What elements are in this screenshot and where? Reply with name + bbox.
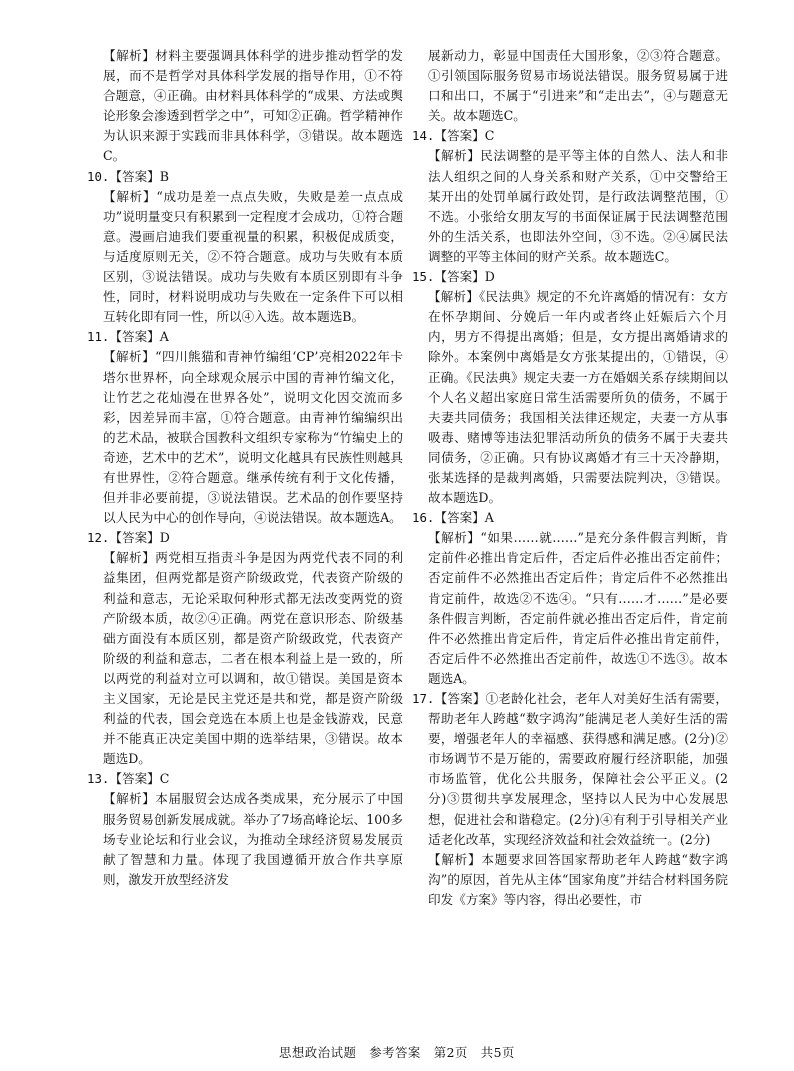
q13-number: 13. (87, 771, 110, 787)
q10-number: 10. (87, 168, 110, 184)
q9-explanation-continued: 【解析】材料主要强调具体科学的进步推动哲学的发展，而不是哲学对具体科学发展的指导作用，①不符合题意，④正确。由材料具体科学的“成果、方法或舆论形象会渗透到哲学之中”，可知②正确。哲学精神作为认识来源于实践而非具体科学，③错误。故本题选C。 (103, 48, 403, 164)
q11-answer: 【答案】A (109, 329, 169, 345)
question-17 (412, 689, 728, 910)
q11-answer-line (87, 327, 403, 347)
q15-answer-line (412, 267, 728, 287)
q16-number: 16. (412, 510, 435, 526)
q16-answer-line (412, 508, 728, 528)
q15-answer: 【答案】D (434, 269, 495, 285)
q12-answer: 【答案】D (109, 530, 170, 546)
q16-explanation: 【解析】“如果……就……”是充分条件假言判断，肯定前件必推出肯定后件，否定后件必推出否定前件；否定前件不必然推出否定后件；肯定后件不必然推出肯定前件，故选②不选④。“只有……才……”是必要条件假言判断，否定前件就必推出否定后件，肯定前件不必然推出肯定后件，肯定后件必推出肯定前件，否定后件不必然推出否定前件，故选①不选③。故本题选A。 (428, 530, 728, 686)
q17-explanation: 【解析】本题要求回答国家帮助老年人跨越“数字鸿沟”的原因，首先从主体“国家角度”并结合材料国务院印发《方案》等内容，得出必要性，市 (428, 851, 728, 907)
question-12 (87, 528, 403, 769)
right-column (412, 46, 728, 910)
q14-explanation: 【解析】民法调整的是平等主体的自然人、法人和非法人组织之间的人身关系和财产关系，①中交警给王某开出的处罚单属行政处罚，是行政法调整范围，①不选。小张给女朋友写的书面保证属于民法调整范围外的生活关系，也即法外空间，③不选。②④属民法调整的平等主体间的财产关系。故本题选C。 (428, 148, 728, 264)
q13-explanation-continued: 展新动力，彰显中国责任大国形象，②③符合题意。①引领国际服务贸易市场说法错误。服务贸易属于进口和出口，不属于“引进来”和“走出去”，④与题意无关。故本题选C。 (428, 48, 728, 124)
q13-explanation: 【解析】本届服贸会达成各类成果，充分展示了中国服务贸易创新发展成就。举办了7场高峰论坛、100多场专业论坛和行业会议，为推动全球经济贸易发展贡献了智慧和力量。体现了我国遵循开放合作共享原则，激发开放型经济发 (103, 791, 403, 887)
question-15 (412, 267, 728, 508)
q14-answer-line (412, 126, 728, 146)
q17-number: 17. (412, 691, 435, 706)
q12-explanation: 【解析】两党相互指责斗争是因为两党代表不同的利益集团，但两党都是资产阶级政党，代表资产阶级的利益和意志，无论采取何种形式都无法改变两党的资产阶级本质，故②④正确。两党在意识形态、阶级基础方面没有本质区别，都是资产阶级政党，代表资产阶级的利益和意志，二者在根本利益上是一致的，所以两党的利益对立可以调和，故①错误。美国是资本主义国家，无论是民主党还是共和党，都是资产阶级利益的代表，国会竞选在本质上也是金钱游戏，民意并不能真正决定美国中期的选举结果，③错误。故本题选D。 (103, 550, 403, 767)
q15-explanation: 【解析】《民法典》规定的不允许离婚的情况有：女方在怀孕期间、分娩后一年内或者终止妊娠后六个月内，男方不得提出离婚；但是，女方提出离婚请求的除外。本案例中离婚是女方张某提出的，①错误，④正确。《民法典》规定夫妻一方在婚姻关系存续期间以个人名义超出家庭日常生活需要所负的债务，不属于夫妻共同债务；我国相关法律还规定，夫妻一方从事吸毒、赌博等违法犯罪活动所负的债务不属于夫妻共同债务，②正确。只有协议离婚才有三十天冷静期，张某选择的是裁判离婚，只需要法院判决，③错误。故本题选D。 (428, 289, 728, 506)
question-10 (87, 167, 403, 328)
q10-answer-line (87, 167, 403, 187)
question-13 (87, 769, 403, 890)
q11-number: 11. (87, 329, 110, 345)
q10-explanation: 【解析】“成功是差一点点失败，失败是差一点点成功”说明量变只有积累到一定程度才会成功，①符合题意。漫画启迪我们要重视量的积累，积极促成质变，与适度原则无关，②不符合题意。成功与失败有本质区别，③说法错误。成功与失败有本质区别即有斗争性，同时，材料说明成功与失败在一定条件下可以相互转化即有同一性，所以④入选。故本题选B。 (103, 188, 403, 325)
q12-answer-line (87, 528, 403, 548)
q12-number: 12. (87, 530, 110, 546)
q17-answer: 【答案】①老龄化社会，老年人对美好生活有需要，帮助老年人跨越“数字鸿沟”能满足老人美好生活的需要，增强老年人的幸福感、获得感和满足感。(2分)②市场调节不是万能的，需要政府履行经济职能，加强市场监管，优化公共服务，保障社会公平正义。(2分)③贯彻共享发展理念，坚持以人民为中心发展思想，促进社会和谐稳定。(2分)④有利于引导相关产业适老化改革，实现经济效益和社会效益统一。(2分) (428, 691, 728, 847)
question-14 (412, 126, 728, 267)
left-column (87, 46, 403, 890)
q14-number: 14. (412, 128, 435, 144)
q13-answer: 【答案】C (109, 771, 170, 787)
q15-number: 15. (412, 269, 435, 285)
q13-answer-line (87, 769, 403, 789)
q10-answer: 【答案】B (109, 168, 170, 184)
q14-answer: 【答案】C (434, 128, 495, 144)
page-footer: 思想政治试题 参考答案 第2页 共5页 (279, 1045, 515, 1060)
q17-answer-line (412, 689, 728, 850)
question-11 (87, 327, 403, 528)
q16-answer: 【答案】A (434, 510, 494, 526)
question-16 (412, 508, 728, 689)
q11-explanation: 【解析】“四川熊猫和青神竹编组‘CP’亮相2022年卡塔尔世界杯，向全球观众展示中国的青神竹编文化，让竹艺之花灿漫在世界各处”，说明文化因交流而多彩，因差异而丰富，①符合题意。由青神竹编编织出的艺术品，被联合国教科文组织专家称为“竹编史上的奇迹，艺术中的艺术”，说明文化越具有民族性则越具有世界性，②符合题意。继承传统有利于文化传播，但并非必要前提，③说法错误。艺术品的创作要坚持以人民为中心的创作导向，④说法错误。故本题选A。 (103, 349, 403, 526)
